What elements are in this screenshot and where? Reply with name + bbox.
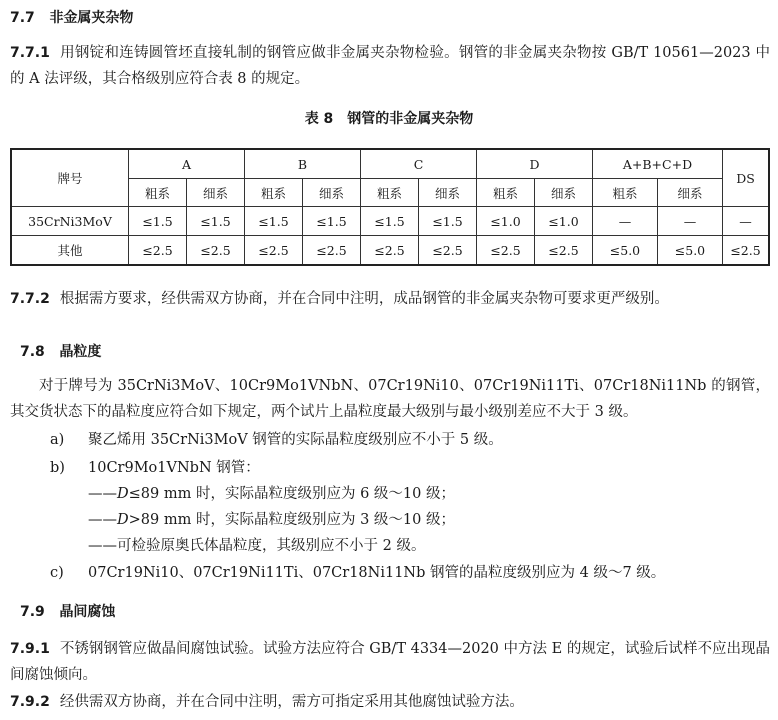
- table-cell: ≤1.5: [419, 207, 477, 236]
- section-number: 7.7: [10, 10, 35, 26]
- clause-7-9-1: [10, 636, 770, 688]
- section-number: 7.8: [20, 344, 45, 360]
- table-cell: ≤1.5: [361, 207, 419, 236]
- clause-text: 用钢锭和连铸圆管坯直接轧制的钢管应做非金属夹杂物检验。钢管的非金属夹杂物按 GB/T 10561—2023 中的 A 法评级，其合格级别应符合表 8 的规定。: [10, 45, 770, 87]
- header-group-total: A+B+C+D: [593, 149, 723, 179]
- list-marker: a): [50, 432, 65, 448]
- subheader-cell: 细系: [303, 179, 361, 207]
- subheader-cell: 粗系: [477, 179, 535, 207]
- clause-7-8-body: 对于牌号为 35CrNi3MoV、10Cr9Mo1VNbN、07Cr19Ni10、07Cr19Ni11Ti、07Cr18Ni11Nb 的钢管，其交货状态下的晶粒度应符合如下规定，两个试片上晶粒度最大级别与最小级别差应不大于 3 级。: [10, 378, 770, 420]
- table-cell: ≤2.5: [419, 236, 477, 266]
- table-cell: ≤2.5: [303, 236, 361, 266]
- table-cell: ≤1.5: [245, 207, 303, 236]
- list-text: 10Cr9Mo1VNbN 钢管：: [88, 460, 260, 476]
- section-7-9-heading: [20, 601, 115, 621]
- table-cell: ≤2.5: [723, 236, 770, 266]
- table-cell: —: [723, 207, 770, 236]
- table-nonmetallic-inclusions: [10, 148, 770, 266]
- dash: ——: [88, 512, 117, 528]
- dash: ——: [88, 486, 117, 502]
- list-subitem-b2: [88, 507, 455, 533]
- clause-number: 7.7.1: [10, 45, 50, 61]
- clause-text: 经供需双方协商，并在合同中注明，需方可指定采用其他腐蚀试验方法。: [59, 694, 524, 710]
- subheader-cell: 细系: [535, 179, 593, 207]
- table-cell: ≤2.5: [187, 236, 245, 266]
- subheader-cell: 细系: [657, 179, 722, 207]
- clause-number: 7.9.2: [10, 694, 50, 710]
- table-caption: 表 8 钢管的非金属夹杂物: [304, 111, 474, 127]
- table-cell: ≤2.5: [129, 236, 187, 266]
- dash: ——: [88, 538, 117, 554]
- subheader-cell: 粗系: [361, 179, 419, 207]
- clause-number: 7.7.2: [10, 291, 50, 307]
- header-group-c: C: [361, 149, 477, 179]
- list-text: 聚乙烯用 35CrNi3MoV 钢管的实际晶粒度级别应不小于 5 级。: [88, 432, 503, 448]
- clause-7-9-2: [10, 689, 524, 715]
- header-grade: 牌号: [11, 149, 129, 207]
- list-item-a: [50, 427, 503, 453]
- header-group-b: B: [245, 149, 361, 179]
- table-cell: ≤1.0: [477, 207, 535, 236]
- list-subitem-b1: [88, 481, 455, 507]
- section-title: 晶间腐蚀: [59, 604, 116, 620]
- row-grade: 35CrNi3MoV: [11, 207, 129, 236]
- list-item-c: [50, 560, 665, 586]
- clause-text: 根据需方要求，经供需双方协商，并在合同中注明，成品钢管的非金属夹杂物可要求更严级别。: [59, 291, 669, 307]
- table-cell: ≤1.5: [187, 207, 245, 236]
- row-grade: 其他: [11, 236, 129, 266]
- table-header-row: [11, 149, 769, 179]
- table-cell: ≤1.5: [303, 207, 361, 236]
- header-group-a: A: [129, 149, 245, 179]
- section-title: 晶粒度: [59, 344, 102, 360]
- table-cell: ≤2.5: [361, 236, 419, 266]
- subheader-cell: 细系: [419, 179, 477, 207]
- table-row: [11, 207, 769, 236]
- table-cell: ≤5.0: [593, 236, 658, 266]
- clause-number: 7.9.1: [10, 641, 50, 657]
- list-text: 07Cr19Ni10、07Cr19Ni11Ti、07Cr18Ni11Nb 钢管的晶粒度级别应为 4 级～7 级。: [88, 565, 666, 581]
- clause-7-7-1: [10, 40, 770, 92]
- list-marker: c): [50, 565, 64, 581]
- list-text: >89 mm 时，实际晶粒度级别应为 3 级～10 级；: [128, 512, 455, 528]
- section-7-8-heading: [20, 341, 101, 361]
- list-text: 可检验原奥氏体晶粒度，其级别应不小于 2 级。: [117, 538, 426, 554]
- subheader-cell: 细系: [187, 179, 245, 207]
- table-cell: ≤1.0: [535, 207, 593, 236]
- table-cell: ≤5.0: [657, 236, 722, 266]
- subheader-cell: 粗系: [593, 179, 658, 207]
- table-cell: ≤1.5: [129, 207, 187, 236]
- section-title: 非金属夹杂物: [49, 10, 134, 26]
- subheader-cell: 粗系: [245, 179, 303, 207]
- list-item-b: [50, 455, 260, 481]
- header-ds: DS: [723, 149, 770, 207]
- list-text: ≤89 mm 时，实际晶粒度级别应为 6 级～10 级；: [128, 486, 455, 502]
- table-cell: ≤2.5: [245, 236, 303, 266]
- diameter-symbol: D: [117, 512, 129, 528]
- list-subitem-b3: [88, 533, 425, 559]
- list-marker: b): [50, 460, 65, 476]
- table-cell: ≤2.5: [535, 236, 593, 266]
- clause-text: 不锈钢钢管应做晶间腐蚀试验。试验方法应符合 GB/T 4334—2020 中方法 E 的规定，试验后试样不应出现晶间腐蚀倾向。: [10, 641, 770, 683]
- header-group-d: D: [477, 149, 593, 179]
- table-cell: ≤2.5: [477, 236, 535, 266]
- section-7-7-heading: [10, 7, 133, 27]
- table-cell: —: [657, 207, 722, 236]
- diameter-symbol: D: [117, 486, 129, 502]
- section-number: 7.9: [20, 604, 45, 620]
- table-row: [11, 236, 769, 266]
- subheader-cell: 粗系: [129, 179, 187, 207]
- table-cell: —: [593, 207, 658, 236]
- clause-7-7-2: [10, 286, 669, 312]
